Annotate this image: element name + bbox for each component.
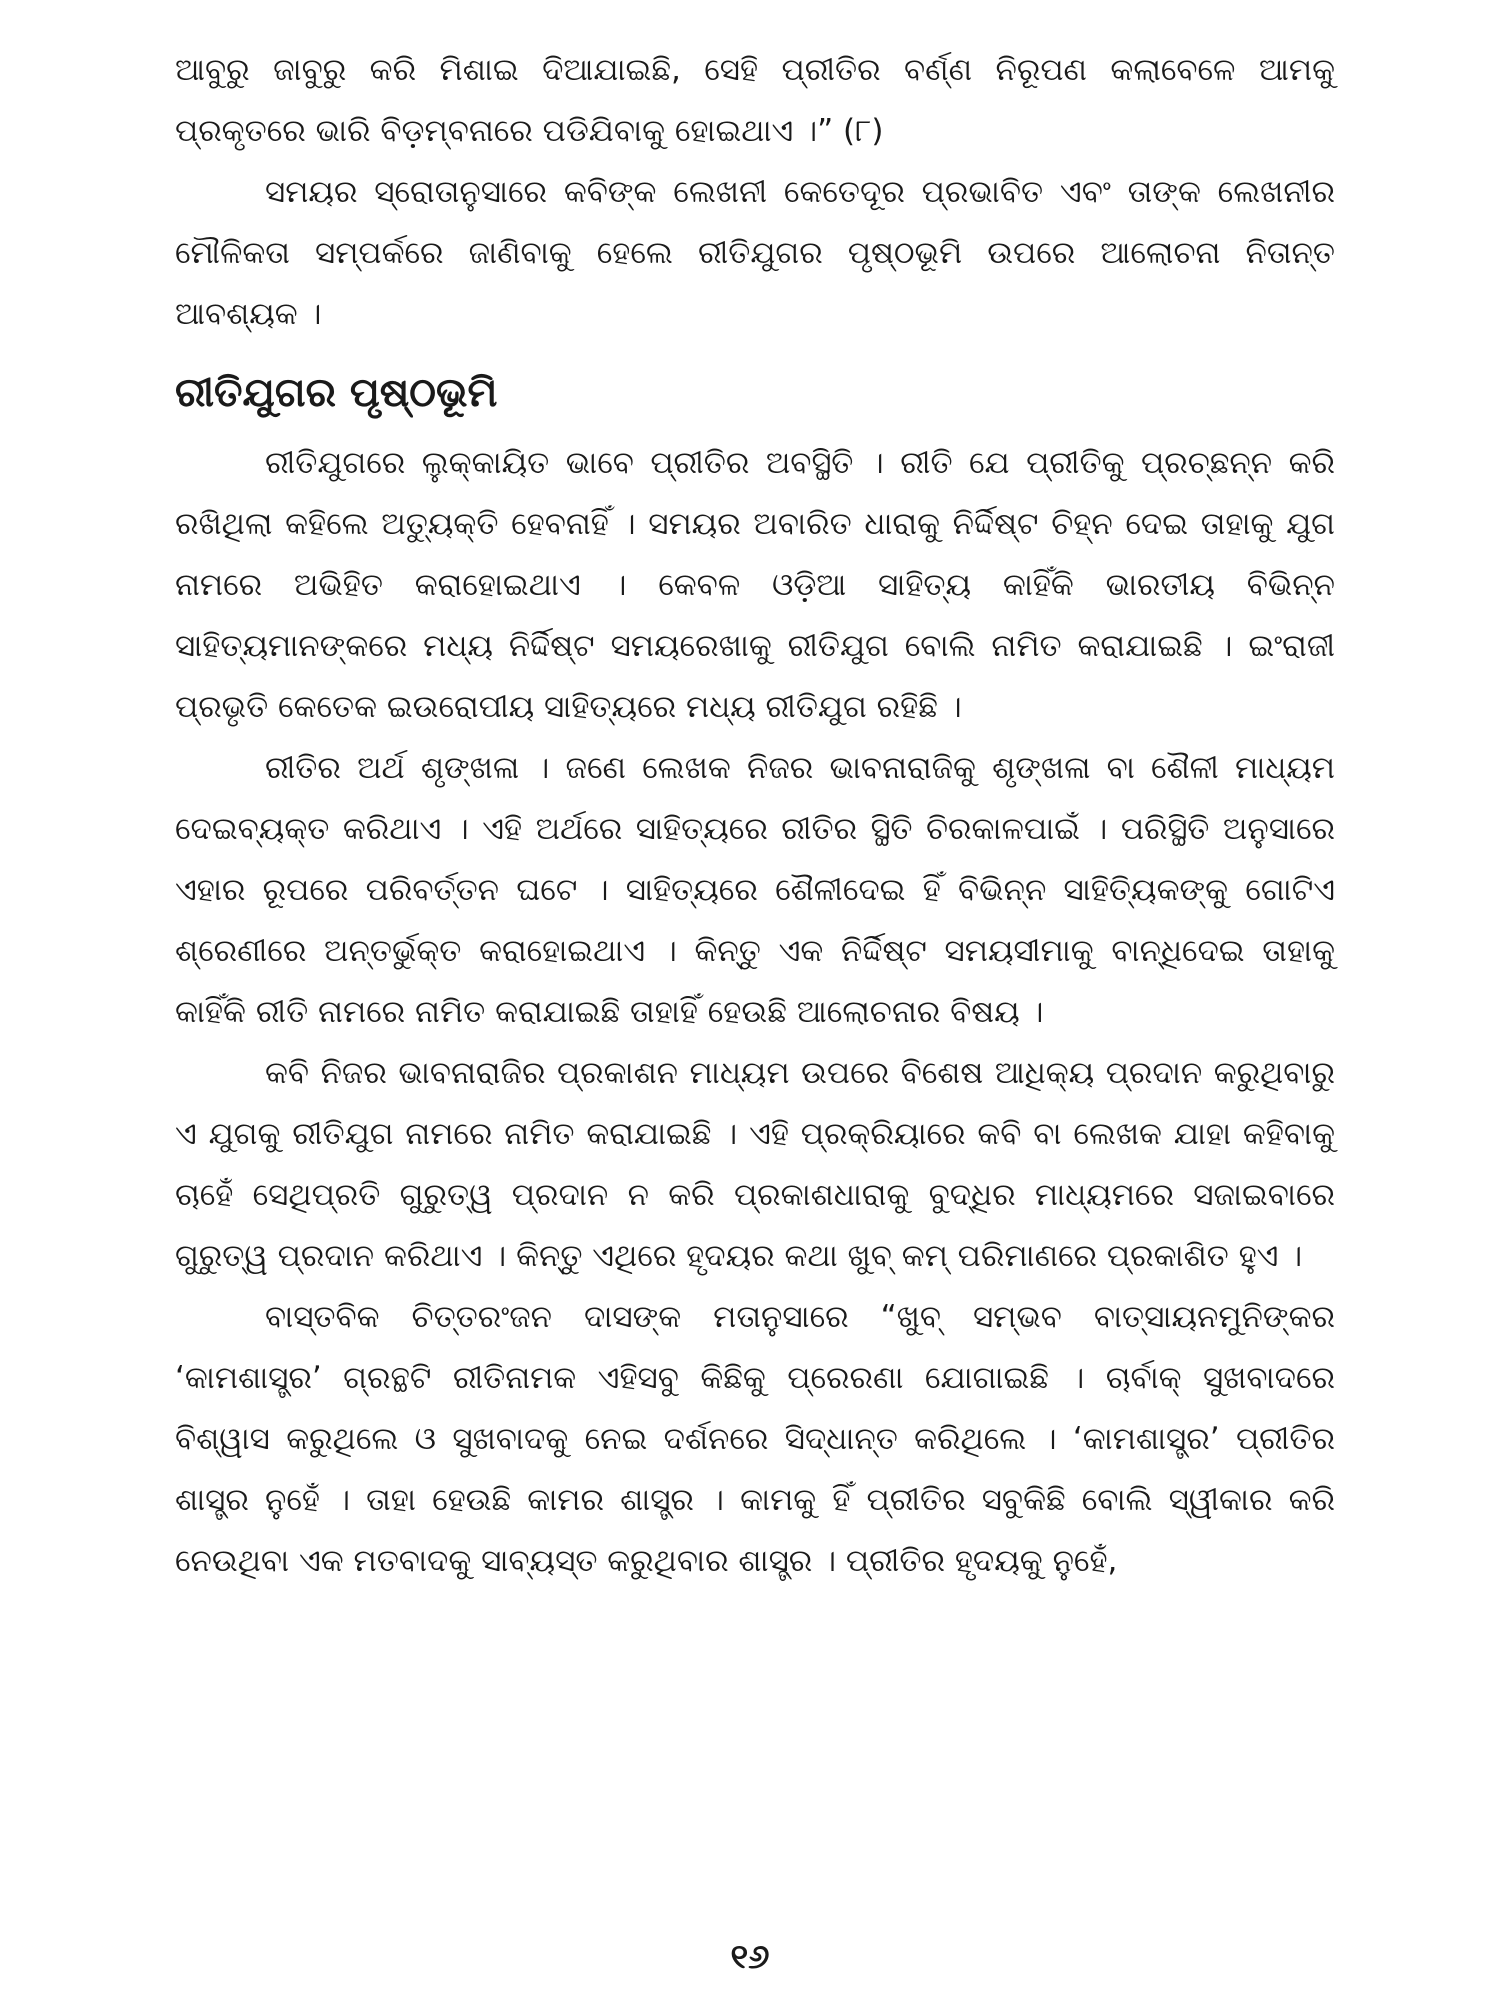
paragraph-4: ରୀତିର ଅର୍ଥ ଶୃଙ୍ଖଳା । ଜଣେ ଲେଖକ ନିଜର ଭାବନାରାଜିକୁ ଶୃଙ୍ଖଳା ବା ଶୈଳୀ ମାଧ୍ୟମ ଦେଇବ୍ୟକ୍ତ କରିଥାଏ । ଏହି ଅର୍ଥରେ ସାହିତ୍ୟରେ ରୀତିର ସ୍ଥିତି ଚିରକାଳପାଇଁ । ପରିସ୍ଥିତି ଅନୁସାରେ ଏହାର ରୂପରେ ପରିବର୍ତ୍ତନ ଘଟେ । ସାହିତ୍ୟରେ ଶୈଳୀଦେଇ ହିଁ ବିଭିନ୍ନ ସାହିତ୍ୟିକଙ୍କୁ ଗୋଟିଏ ଶ୍ରେଣୀରେ ଅନ୍ତର୍ଭୁକ୍ତ କରାହୋଇଥାଏ । କିନ୍ତୁ ଏକ ନିର୍ଦ୍ଦିଷ୍ଟ ସମୟସୀମାକୁ ବାନ୍ଧିଦେଇ ତାହାକୁ କାହିଁକି ରୀତି ନାମରେ ନାମିତ କରାଯାଇଛି ତାହାହିଁ ହେଉଛି ଆଲୋଚନାର ବିଷୟ । <box>175 750 1335 1030</box>
paragraph-3: ରୀତିଯୁଗରେ ଲୁକ୍‌କାୟିତ ଭାବେ ପ୍ରୀତିର ଅବସ୍ଥିତି । ରୀତି ଯେ ପ୍ରୀତିକୁ ପ୍ରଚ୍ଛନ୍ନ କରି ରଖିଥିଲା କହିଲେ ଅତ୍ୟୁକ୍ତି ହେବନାହିଁ । ସମୟର ଅବାରିତ ଧାରାକୁ ନିର୍ଦ୍ଦିଷ୍ଟ ଚିହ୍ନ ଦେଇ ତାହାକୁ ଯୁଗ ନାମରେ ଅଭିହିତ କରାହୋଇଥାଏ । କେବଳ ଓଡ଼ିଆ ସାହିତ୍ୟ କାହିଁକି ଭାରତୀୟ ବିଭିନ୍ନ ସାହିତ୍ୟମାନଙ୍କରେ ମଧ୍ୟ ନିର୍ଦ୍ଦିଷ୍ଟ ସମୟରେଖାକୁ ରୀତିଯୁଗ ବୋଲି ନାମିତ କରାଯାଇଛି । ଇଂରାଜୀ ପ୍ରଭୃତି କେତେକ ଇଉରୋପୀୟ ସାହିତ୍ୟରେ ମଧ୍ୟ ରୀତିଯୁଗ ରହିଛି । <box>175 445 1335 725</box>
paragraph-2: ସମୟର ସ୍ରୋତାନୁସାରେ କବିଙ୍କ ଲେଖନୀ କେତେଦୂର ପ୍ରଭାବିତ ଏବଂ ତାଙ୍କ ଲେଖନୀର ମୌଳିକତା ସମ୍ପର୍କରେ ଜାଣିବାକୁ ହେଲେ ରୀତିଯୁଗର ପୃଷ୍ଠଭୂମି ଉପରେ ଆଲୋଚନା ନିତାନ୍ତ ଆବଶ୍ୟକ । <box>175 174 1335 332</box>
paragraph-6: ବାସ୍ତବିକ ଚିତ୍ତରଂଜନ ଦାସଙ୍କ ମତାନୁସାରେ “ଖୁବ୍ ସମ୍ଭବ ବାତ୍ସାୟନମୁନିଙ୍କର ‘କାମଶାସ୍ତ୍ର’ ଗ୍ରନ୍ଥଟି ରୀତିନାମକ ଏହିସବୁ କିଛିକୁ ପ୍ରେରଣା ଯୋଗାଇଛି । ଚାର୍ବାକ୍ ସୁଖବାଦରେ ବିଶ୍ୱାସ କରୁଥିଲେ ଓ ସୁଖବାଦକୁ ନେଇ ଦର୍ଶନରେ ସିଦ୍ଧାନ୍ତ କରିଥିଲେ । ‘କାମଶାସ୍ତ୍ର’ ପ୍ରୀତିର ଶାସ୍ତ୍ର ନୁହେଁ । ତାହା ହେଉଛି କାମର ଶାସ୍ତ୍ର । କାମକୁ ହିଁ ପ୍ରୀତିର ସବୁକିଛି ବୋଲି ସ୍ୱୀକାର କରି ନେଉଥିବା ଏକ ମତବାଦକୁ ସାବ୍ୟସ୍ତ କରୁଥିବାର ଶାସ୍ତ୍ର । ପ୍ରୀତିର ହୃଦୟକୁ ନୁହେଁ, <box>175 1299 1335 1579</box>
page-number: ୧୬ <box>730 1937 770 1977</box>
section-heading: ରୀତିଯୁଗର ପୃଷ୍ଠଭୂମି <box>175 370 498 416</box>
paragraph-1: ଆବୁରୁ ଜାବୁରୁ କରି ମିଶାଇ ଦିଆଯାଇଛି, ସେହି ପ୍ରୀତିର ବର୍ଣ୍ଣ ନିରୂପଣ କଲାବେଳେ ଆମକୁ ପ୍ରକୃତରେ ଭାରି ବିଡ଼ମ୍ବନାରେ ପଡିଯିବାକୁ ହୋଇଥାଏ ।” (୮) <box>175 52 1335 149</box>
paragraph-5: କବି ନିଜର ଭାବନାରାଜିର ପ୍ରକାଶନ ମାଧ୍ୟମ ଉପରେ ବିଶେଷ ଆଧିକ୍ୟ ପ୍ରଦାନ କରୁଥିବାରୁ ଏ ଯୁଗକୁ ରୀତିଯୁଗ ନାମରେ ନାମିତ କରାଯାଇଛି । ଏହି ପ୍ରକ୍ରିୟାରେ କବି ବା ଲେଖକ ଯାହା କହିବାକୁ ଚାହେଁ ସେଥିପ୍ରତି ଗୁରୁତ୍ୱ ପ୍ରଦାନ ନ କରି ପ୍ରକାଶଧାରାକୁ ବୁଦ୍ଧିର ମାଧ୍ୟମରେ ସଜାଇବାରେ ଗୁରୁତ୍ୱ ପ୍ରଦାନ କରିଥାଏ । କିନ୍ତୁ ଏଥିରେ ହୃଦୟର କଥା ଖୁବ୍ କମ୍ ପରିମାଣରେ ପ୍ରକାଶିତ ହୁଏ । <box>175 1055 1335 1274</box>
